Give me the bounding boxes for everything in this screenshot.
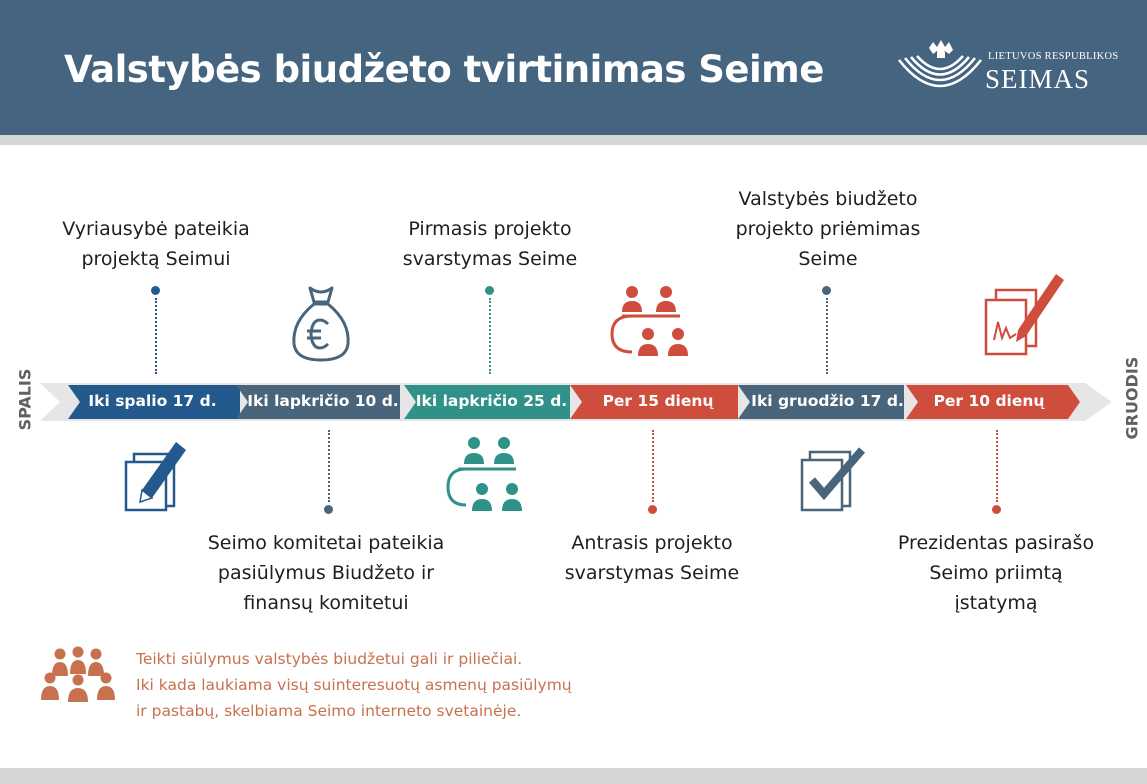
citizens-group-icon <box>38 646 118 704</box>
footer-band <box>0 768 1147 784</box>
segment-label-6: Per 10 dienų <box>933 392 1045 410</box>
axis-end-label: GRUODIS <box>1122 356 1142 440</box>
step-5-text: Valstybės biudžeto projekto priėmimas Seime <box>735 188 921 270</box>
step-4-dot <box>648 505 657 514</box>
logo-subtitle: LIETUVOS RESPUBLIKOS <box>988 51 1119 62</box>
step-1-text: Vyriausybė pateikia projektą Seimui <box>62 218 250 270</box>
step-4-text: Antrasis projekto svarstymas Seime <box>564 532 740 584</box>
segment-label-1: Iki spalio 17 d. <box>88 392 217 410</box>
step-2-text: Seimo komitetai pateikia pasiūlymus Biudžeto ir finansų komitetui <box>207 532 445 614</box>
step-3-dot <box>485 286 494 295</box>
note-line-2: Iki kada laukiama visų suinteresuotų asmenų pasiūlymų <box>136 676 572 694</box>
segment-label-4: Per 15 dienų <box>602 392 714 410</box>
seimas-emblem-icon <box>895 38 985 100</box>
meeting-people-icon-teal <box>444 433 528 517</box>
segment-label-3: Iki lapkričio 25 d. <box>415 392 568 410</box>
seimas-logo <box>895 38 1119 100</box>
document-pen-icon <box>120 436 192 512</box>
money-bag-euro-icon <box>288 282 354 364</box>
step-4-connector <box>652 430 654 502</box>
step-1-connector <box>155 298 157 374</box>
document-check-icon <box>798 440 878 514</box>
step-2-connector <box>328 430 330 502</box>
segment-label-5: Iki gruodžio 17 d. <box>751 392 904 410</box>
step-3-text: Pirmasis projekto svarstymas Seime <box>402 218 578 270</box>
header-divider <box>0 135 1147 145</box>
axis-start-label: SPALIS <box>15 368 35 431</box>
meeting-people-icon-red <box>608 282 692 364</box>
logo-name: SEIMAS <box>985 64 1091 94</box>
step-3-connector <box>489 298 491 374</box>
step-6-connector <box>996 430 998 502</box>
page-title: Valstybės biudžeto tvirtinimas Seime <box>64 48 824 91</box>
step-1-dot <box>151 286 160 295</box>
citizens-note <box>136 646 572 724</box>
step-2-dot <box>324 505 333 514</box>
step-5-connector <box>826 298 828 374</box>
note-line-3: ir pastabų, skelbiama Seimo interneto svetainėje. <box>136 702 522 720</box>
step-5-dot <box>822 286 831 295</box>
note-line-1: Teikti siūlymus valstybės biudžetui gali ir piliečiai. <box>136 650 523 668</box>
segment-label-2: Iki lapkričio 10 d. <box>247 392 399 410</box>
step-6-text: Prezidentas pasirašo Seimo priimtą įstatymą <box>897 532 1095 614</box>
step-6-dot <box>992 505 1001 514</box>
signing-pen-icon <box>978 262 1068 362</box>
